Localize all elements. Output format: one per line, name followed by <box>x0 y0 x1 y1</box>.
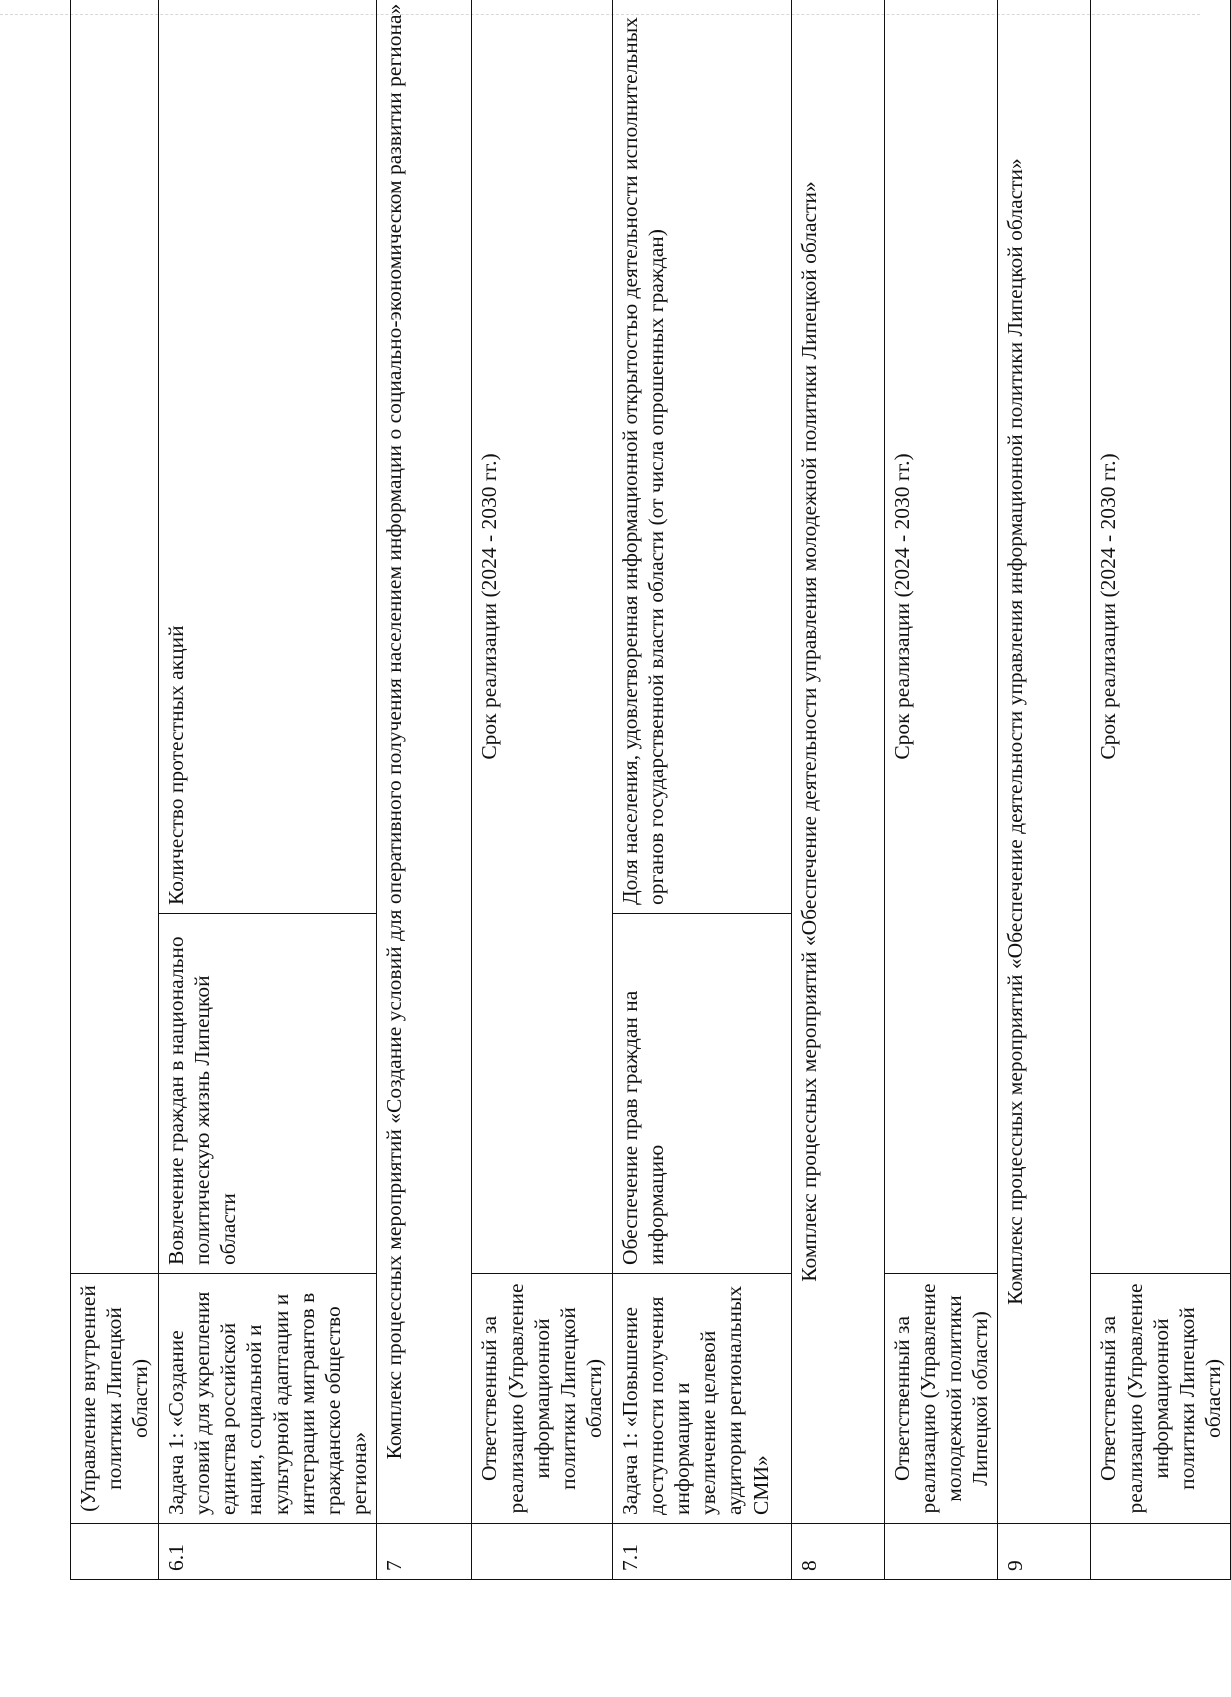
rotated-table-wrapper <box>70 0 1226 1580</box>
row-number-cell <box>71 1524 159 1580</box>
row-number-cell: 9 <box>998 1524 1091 1580</box>
responsible-cell: (Управление внутренней политики Липецкой области) <box>71 1274 159 1524</box>
row-number-cell <box>1091 1524 1231 1580</box>
task-cell: Задача 1: «Создание условий для укрепления единства российской нации, социальной и культурной адаптации и интеграции мигрантов в гражданское общество региона» <box>158 1274 377 1524</box>
table-row <box>472 0 612 1580</box>
indicator-cell: Количество протестных акций <box>158 0 377 914</box>
indicator-cell: Доля населения, удовлетворенная информационной открытостью деятельности исполнительных органов государственной власти области (от числа опрошенных граждан) <box>612 0 791 914</box>
row-number-cell: 7.1 <box>612 1524 791 1580</box>
process-complex-heading: Комплекс процессных мероприятий «Создание условий для оперативного получения населением информации о социально-экономическом развитии региона» <box>377 0 472 1524</box>
row-number-cell: 6.1 <box>158 1524 377 1580</box>
task-cell: Задача 1: «Повышение доступности получения информации и увеличение целевой аудитории региональных СМИ» <box>612 1274 791 1524</box>
process-complex-heading: Комплекс процессных мероприятий «Обеспечение деятельности управления молодежной политики Липецкой области» <box>791 0 884 1524</box>
row-number-cell: 7 <box>377 1524 472 1580</box>
table-row <box>998 0 1091 1580</box>
term-cell: Срок реализации (2024 - 2030 гг.) <box>472 0 612 1274</box>
table-row <box>884 0 998 1580</box>
table-row <box>158 0 377 1580</box>
responsible-cell: Ответственный за реализацию (Управление информационной политики Липецкой области) <box>1091 1274 1231 1524</box>
table-row <box>1091 0 1231 1580</box>
table-row <box>71 0 159 1580</box>
responsible-cell: Ответственный за реализацию (Управление информационной политики Липецкой области) <box>472 1274 612 1524</box>
empty-cell <box>71 0 159 1274</box>
row-number-cell <box>472 1524 612 1580</box>
term-cell: Срок реализации (2024 - 2030 гг.) <box>884 0 998 1274</box>
row-number-cell: 8 <box>791 1524 884 1580</box>
responsible-cell: Ответственный за реализацию (Управление молодежной политики Липецкой области) <box>884 1274 998 1524</box>
program-structure-table <box>70 0 1231 1580</box>
table-row <box>377 0 472 1580</box>
table-row <box>612 0 791 1580</box>
term-cell: Срок реализации (2024 - 2030 гг.) <box>1091 0 1231 1274</box>
process-complex-heading: Комплекс процессных мероприятий «Обеспечение деятельности управления информационной политики Липецкой области» <box>998 0 1091 1524</box>
effect-cell: Обеспечение прав граждан на информацию <box>612 914 791 1274</box>
table-row <box>791 0 884 1580</box>
effect-cell: Вовлечение граждан в национально политическую жизнь Липецкой области <box>158 914 377 1274</box>
row-number-cell <box>884 1524 998 1580</box>
